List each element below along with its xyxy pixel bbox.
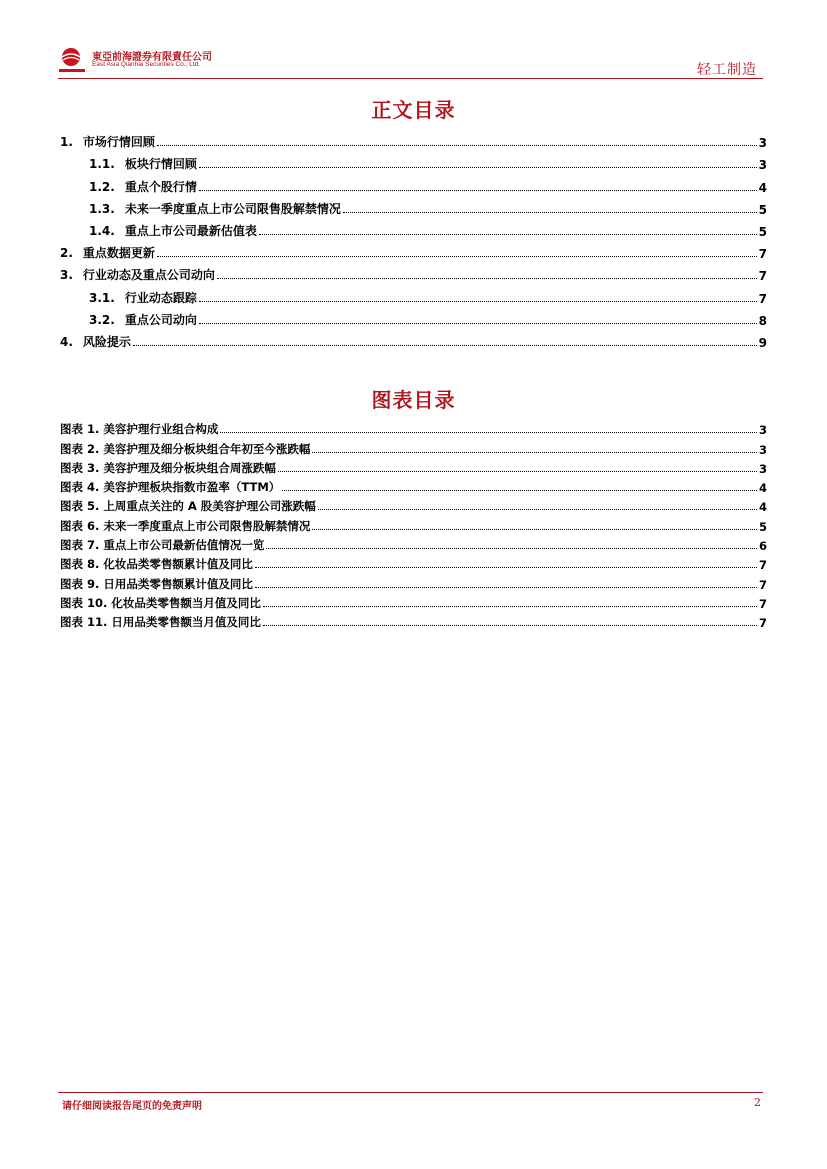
- figure-entry-page: 7: [758, 558, 767, 573]
- toc-entry-text: 重点上市公司最新估值表: [124, 223, 257, 238]
- figure-entry-label: 图表 3. 美容护理及细分板块组合周涨跌幅: [60, 460, 276, 475]
- toc-entry-number: 1.1.: [89, 157, 115, 172]
- dot-leader: [217, 278, 757, 279]
- toc-entry[interactable]: [60, 239, 767, 261]
- toc-entry-number: 3.: [60, 268, 73, 283]
- toc-entry-label: [89, 155, 197, 172]
- dot-leader: [263, 606, 757, 607]
- figure-entry[interactable]: [60, 534, 767, 553]
- dot-leader: [312, 452, 757, 453]
- toc-entry-text: 重点公司动向: [124, 312, 197, 327]
- figure-entry[interactable]: [60, 611, 767, 630]
- dot-leader: [199, 190, 757, 191]
- toc-entry[interactable]: [60, 217, 767, 239]
- toc-entry-number: 3.1.: [89, 290, 115, 305]
- dot-leader: [220, 432, 757, 433]
- dot-leader: [259, 234, 757, 235]
- toc-entry[interactable]: [60, 306, 767, 328]
- toc-entry-page: 9: [758, 335, 767, 350]
- toc-entry-label: [60, 133, 155, 150]
- toc-entry-page: 3: [758, 136, 767, 151]
- toc-entry-text: 板块行情回顾: [124, 157, 197, 172]
- toc-title: 正文目录: [371, 98, 456, 122]
- dot-leader: [255, 567, 757, 568]
- figure-entry-label: 图表 10. 化妆品类零售额当月值及同比: [60, 595, 261, 610]
- dot-leader: [343, 212, 757, 213]
- industry-label: 轻工制造: [697, 62, 757, 78]
- toc-entry-label: [89, 311, 197, 328]
- list-of-figures: [60, 418, 767, 630]
- dot-leader: [278, 471, 757, 472]
- figure-entry-page: 4: [758, 481, 767, 496]
- figure-entry-label: 图表 11. 日用品类零售额当月值及同比: [60, 615, 261, 630]
- toc-entry-number: 2.: [60, 246, 73, 261]
- figure-entry[interactable]: [60, 572, 767, 591]
- dot-leader: [199, 323, 757, 324]
- toc-entry-label: [60, 244, 155, 261]
- toc-entry-text: 重点数据更新: [82, 246, 155, 261]
- footer-disclaimer: 请仔细阅读报告尾页的免责声明: [62, 1101, 202, 1112]
- figure-entry[interactable]: [60, 514, 767, 533]
- toc-entry-label: [89, 222, 257, 239]
- toc-entry-page: 7: [758, 269, 767, 284]
- toc-entry-text: 风险提示: [82, 334, 131, 349]
- toc-entry-page: 3: [758, 158, 767, 173]
- toc-entry-text: 市场行情回顾: [82, 135, 155, 150]
- dot-leader: [199, 301, 757, 302]
- dot-leader: [282, 490, 757, 491]
- dot-leader: [133, 345, 757, 346]
- figure-entry-label: 图表 7. 重点上市公司最新估值情况一览: [60, 538, 265, 553]
- toc-entry-page: 7: [758, 291, 767, 306]
- figure-entry-page: 4: [758, 500, 767, 515]
- figure-entry-label: 图表 2. 美容护理及细分板块组合年初至今涨跌幅: [60, 441, 311, 456]
- figure-entry-page: 6: [758, 539, 767, 554]
- page-header: [58, 46, 763, 80]
- toc-entry-page: 7: [758, 247, 767, 262]
- toc-entry-label: [89, 289, 197, 306]
- figure-entry-page: 7: [758, 596, 767, 611]
- figure-entry-label: 图表 5. 上周重点关注的 A 股美容护理公司涨跌幅: [60, 499, 316, 514]
- toc-entry[interactable]: [60, 150, 767, 172]
- toc-entry-text: 行业动态跟踪: [124, 290, 197, 305]
- company-name-en: East Asia Qianhai Securities Co., Ltd.: [92, 61, 201, 68]
- toc-entry-number: 1.: [60, 135, 73, 150]
- figure-entry[interactable]: [60, 592, 767, 611]
- toc-entry-number: 1.3.: [89, 201, 115, 216]
- toc-entry-page: 4: [758, 180, 767, 195]
- toc-entry-text: 重点个股行情: [124, 179, 197, 194]
- figure-entry[interactable]: [60, 476, 767, 495]
- toc-entry-number: 1.2.: [89, 179, 115, 194]
- toc-entry-page: 5: [758, 224, 767, 239]
- header-divider: [58, 78, 763, 79]
- figure-entry-page: 5: [758, 519, 767, 534]
- toc-entry-text: 未来一季度重点上市公司限售股解禁情况: [124, 201, 341, 216]
- figure-entry[interactable]: [60, 457, 767, 476]
- toc-entry-page: 8: [758, 313, 767, 328]
- toc-entry[interactable]: [60, 128, 767, 150]
- dot-leader: [157, 145, 757, 146]
- dot-leader: [263, 625, 757, 626]
- page-number: 2: [754, 1096, 761, 1109]
- company-name-cn: 東亞前海證券有限責任公司: [92, 52, 212, 63]
- toc-entry[interactable]: [60, 283, 767, 305]
- toc-entry-label: [89, 178, 197, 195]
- dot-leader: [199, 167, 757, 168]
- footer-divider: [58, 1092, 763, 1093]
- dot-leader: [255, 587, 757, 588]
- lof-title: 图表目录: [371, 388, 456, 412]
- figure-entry[interactable]: [60, 495, 767, 514]
- toc-entry-label: [60, 266, 215, 283]
- figure-entry-page: 7: [758, 616, 767, 631]
- figure-entry[interactable]: [60, 553, 767, 572]
- toc-entry-page: 5: [758, 202, 767, 217]
- dot-leader: [266, 548, 757, 549]
- table-of-contents: [60, 128, 767, 350]
- toc-entry[interactable]: [60, 328, 767, 350]
- figure-entry-label: 图表 8. 化妆品类零售额累计值及同比: [60, 557, 253, 572]
- toc-entry-text: 行业动态及重点公司动向: [82, 268, 215, 283]
- figure-entry[interactable]: [60, 437, 767, 456]
- figure-entry-label: 图表 9. 日用品类零售额累计值及同比: [60, 576, 253, 591]
- figure-entry-page: 3: [758, 442, 767, 457]
- toc-entry-label: [89, 200, 341, 217]
- toc-entry[interactable]: [60, 172, 767, 194]
- dot-leader: [157, 256, 757, 257]
- dot-leader: [312, 529, 757, 530]
- figure-entry-label: 图表 1. 美容护理行业组合构成: [60, 422, 219, 437]
- dot-leader: [318, 509, 757, 510]
- toc-entry-number: 4.: [60, 334, 73, 349]
- toc-entry[interactable]: [60, 261, 767, 283]
- company-logo: [58, 46, 88, 76]
- toc-entry-label: [60, 333, 131, 350]
- figure-entry-page: 7: [758, 577, 767, 592]
- toc-entry-number: 3.2.: [89, 312, 115, 327]
- figure-entry-label: 图表 6. 未来一季度重点上市公司限售股解禁情况: [60, 518, 311, 533]
- figure-entry[interactable]: [60, 418, 767, 437]
- figure-entry-page: 3: [758, 461, 767, 476]
- figure-entry-page: 3: [758, 423, 767, 438]
- figure-entry-label: 图表 4. 美容护理板块指数市盈率（TTM）: [60, 480, 281, 495]
- toc-entry[interactable]: [60, 195, 767, 217]
- toc-entry-number: 1.4.: [89, 223, 115, 238]
